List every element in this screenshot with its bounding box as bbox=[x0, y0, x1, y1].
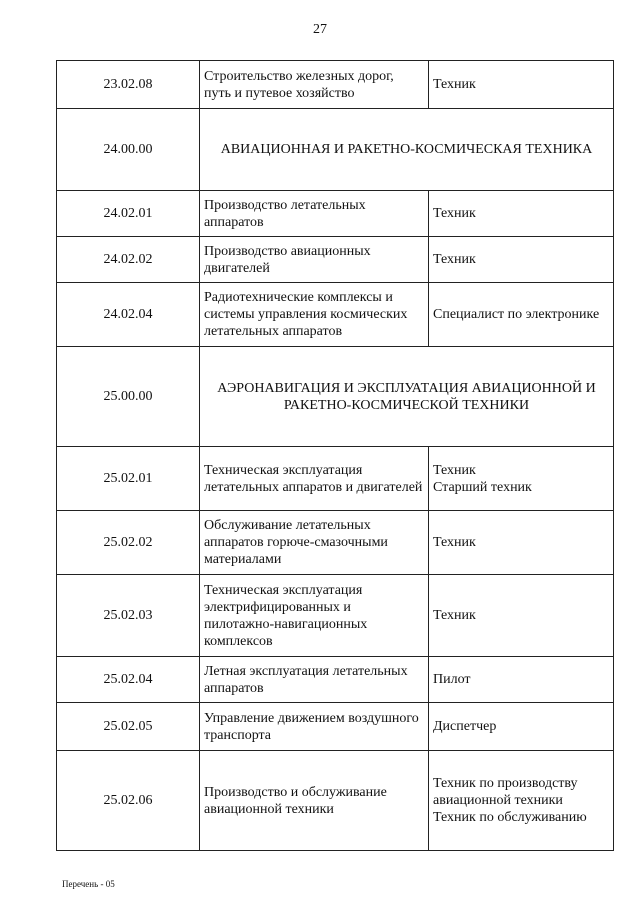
table-row bbox=[57, 191, 614, 237]
qualification-cell bbox=[429, 237, 614, 283]
specialty-name-cell: Обслуживание летательных аппаратов горюче-смазочными материалами bbox=[200, 511, 429, 575]
code-cell: 24.02.01 bbox=[57, 191, 200, 237]
table-row bbox=[57, 283, 614, 347]
specialty-name-cell: Производство авиационных двигателей bbox=[200, 237, 429, 283]
qualification-text: Техник по производству авиационной техники bbox=[433, 776, 578, 808]
section-title: АВИАЦИОННАЯ И РАКЕТНО-КОСМИЧЕСКАЯ ТЕХНИКА bbox=[200, 109, 614, 191]
qualification-text: Техник bbox=[433, 462, 476, 478]
specialty-name-cell: Техническая эксплуатация электрифицированных и пилотажно-навигационных комплексов bbox=[200, 575, 429, 657]
section-row bbox=[57, 347, 614, 447]
section-row bbox=[57, 109, 614, 191]
code-cell: 24.00.00 bbox=[57, 109, 200, 191]
table-row bbox=[57, 61, 614, 109]
qualification-text: Техник bbox=[433, 206, 476, 221]
code-cell: 25.02.05 bbox=[57, 703, 200, 751]
code-cell: 24.02.02 bbox=[57, 237, 200, 283]
specialty-name-cell: Строительство железных дорог, путь и путевое хозяйство bbox=[200, 61, 429, 109]
section-title: АЭРОНАВИГАЦИЯ И ЭКСПЛУАТАЦИЯ АВИАЦИОННОЙ И РАКЕТНО-КОСМИЧЕСКОЙ ТЕХНИКИ bbox=[200, 347, 614, 447]
qualification-cell bbox=[429, 751, 614, 851]
table-row bbox=[57, 237, 614, 283]
table-row bbox=[57, 575, 614, 657]
code-cell: 23.02.08 bbox=[57, 61, 200, 109]
table-row bbox=[57, 657, 614, 703]
qualification-cell bbox=[429, 703, 614, 751]
code-cell: 25.00.00 bbox=[57, 347, 200, 447]
table-row bbox=[57, 751, 614, 851]
specialty-name-cell: Радиотехнические комплексы и системы управления космических летательных аппаратов bbox=[200, 283, 429, 347]
footer-label: Перечень - 05 bbox=[62, 879, 115, 889]
qualification-text: Старший техник bbox=[433, 479, 532, 495]
qualification-cell bbox=[429, 61, 614, 109]
qualification-cell bbox=[429, 511, 614, 575]
table-row bbox=[57, 703, 614, 751]
specialties-table bbox=[56, 60, 614, 851]
specialty-name-cell: Производство и обслуживание авиационной техники bbox=[200, 751, 429, 851]
qualification-text: Пилот bbox=[433, 672, 471, 687]
qualification-text: Техник bbox=[433, 535, 476, 550]
code-cell: 25.02.01 bbox=[57, 447, 200, 511]
qualification-text: Специалист по электронике bbox=[433, 307, 600, 322]
code-cell: 25.02.03 bbox=[57, 575, 200, 657]
specialty-name-cell: Управление движением воздушного транспорта bbox=[200, 703, 429, 751]
qualification-text: Техник bbox=[433, 252, 476, 267]
qualification-text: Техник bbox=[433, 608, 476, 623]
code-cell: 25.02.02 bbox=[57, 511, 200, 575]
qualification-text: Техник bbox=[433, 77, 476, 92]
code-cell: 24.02.04 bbox=[57, 283, 200, 347]
specialty-name-cell: Летная эксплуатация летательных аппаратов bbox=[200, 657, 429, 703]
qualification-cell bbox=[429, 657, 614, 703]
page-number: 27 bbox=[313, 22, 327, 37]
qualification-cell bbox=[429, 447, 614, 511]
table-row bbox=[57, 511, 614, 575]
qualification-text: Техник по обслуживанию bbox=[433, 810, 587, 825]
qualification-cell bbox=[429, 191, 614, 237]
qualification-text: Диспетчер bbox=[433, 719, 497, 734]
code-cell: 25.02.06 bbox=[57, 751, 200, 851]
specialty-name-cell: Техническая эксплуатация летательных аппаратов и двигателей bbox=[200, 447, 429, 511]
qualification-cell bbox=[429, 283, 614, 347]
specialty-name-cell: Производство летательных аппаратов bbox=[200, 191, 429, 237]
table-body bbox=[57, 61, 614, 851]
code-cell: 25.02.04 bbox=[57, 657, 200, 703]
qualification-cell bbox=[429, 575, 614, 657]
table-row bbox=[57, 447, 614, 511]
